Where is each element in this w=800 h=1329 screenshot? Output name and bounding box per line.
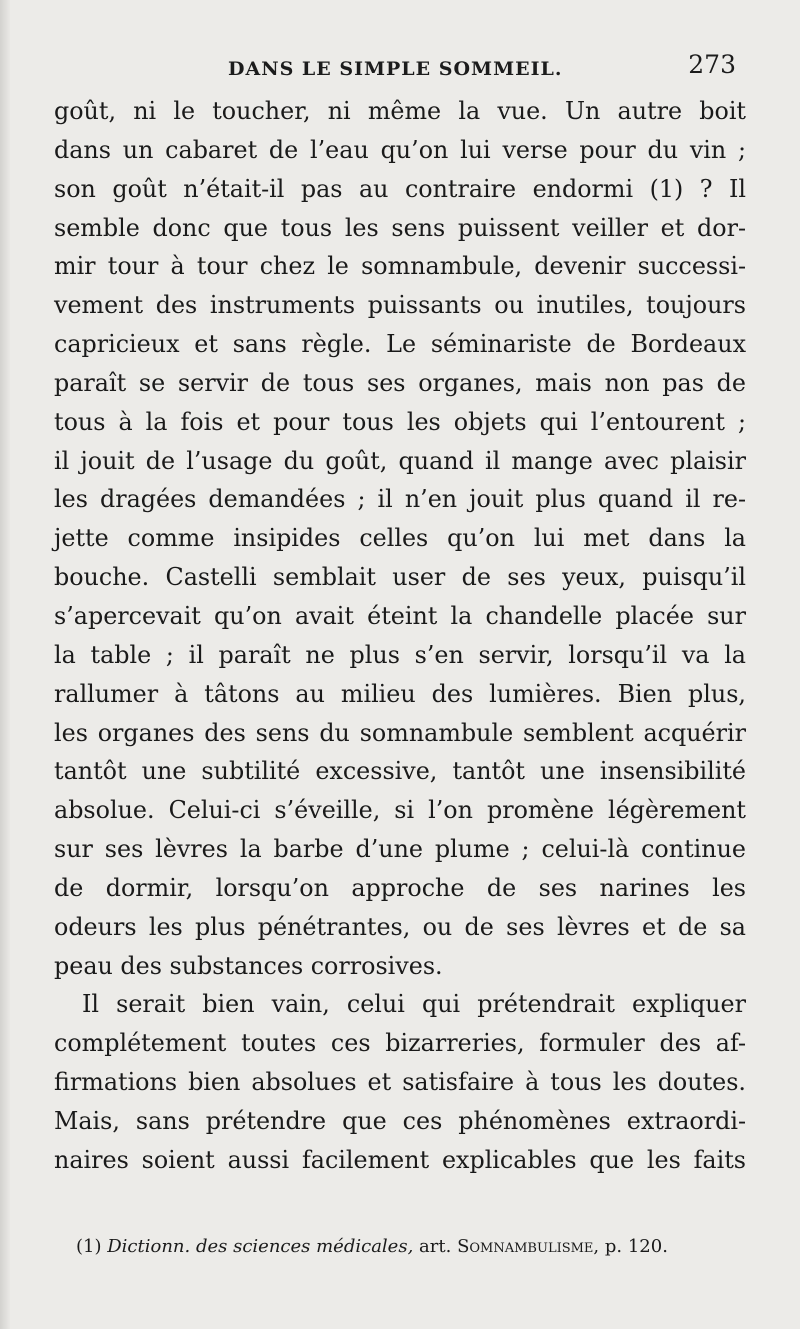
- running-title: DANS LE SIMPLE SOMMEIL.: [228, 58, 563, 80]
- footnote: [76, 1236, 668, 1257]
- text-line: de dormir, lorsqu’on approche de ses narines les: [54, 873, 746, 902]
- text-line: goût, ni le toucher, ni même la vue. Un autre boit: [54, 97, 746, 125]
- text-line: mir tour à tour chez le somnambule, devenir successi-: [54, 252, 746, 281]
- footnote-page-ref: p. 120.: [604, 1236, 668, 1257]
- text-line: complétement toutes ces bizarreries, formuler des af-: [54, 1029, 746, 1058]
- text-line: rallumer à tâtons au milieu des lumières. Bien plus,: [54, 679, 746, 708]
- text-line: les dragées demandées ; il n’en jouit plus quand il re-: [54, 485, 746, 514]
- text-line: bouche. Castelli semblait user de ses yeux, puisqu’il: [54, 563, 746, 592]
- text-line: odeurs les plus pénétrantes, ou de ses lèvres et de sa: [54, 912, 746, 941]
- footnote-article-title: Somnambulisme,: [457, 1236, 600, 1257]
- text-line: paraît se servir de tous ses organes, mais non pas de: [54, 368, 746, 397]
- text-line: il jouit de l’usage du goût, quand il mange avec plaisir: [54, 446, 746, 475]
- text-line: Mais, sans prétendre que ces phénomènes extraordi-: [54, 1106, 746, 1135]
- page-edge-shadow: [0, 0, 10, 1329]
- text-line: absolue. Celui-ci s’éveille, si l’on promène légèrement: [54, 796, 746, 825]
- text-line: vement des instruments puissants ou inutiles, toujours: [54, 291, 746, 320]
- text-line: jette comme insipides celles qu’on lui met dans la: [54, 524, 746, 553]
- text-line: tantôt une subtilité excessive, tantôt une insensibilité: [54, 757, 746, 786]
- paragraph-start-line: Il serait bien vain, celui qui prétendrait expliquer: [82, 990, 746, 1019]
- text-line: s’apercevait qu’on avait éteint la chandelle placée sur: [54, 601, 746, 630]
- text-line: naires soient aussi facilement explicables que les faits: [54, 1145, 746, 1174]
- text-line: les organes des sens du somnambule semblent acquérir: [54, 718, 746, 747]
- footnote-source: Dictionn. des sciences médicales,: [107, 1236, 414, 1257]
- footnote-article-prefix: art.: [419, 1236, 452, 1257]
- text-line: firmations bien absolues et satisfaire à tous les doutes.: [54, 1068, 746, 1097]
- text-line: capricieux et sans règle. Le séminariste de Bordeaux: [54, 330, 746, 359]
- text-line: semble donc que tous les sens puissent veiller et dor-: [54, 213, 746, 242]
- text-line: dans un cabaret de l’eau qu’on lui verse pour du vin ;: [54, 135, 746, 164]
- footnote-marker: (1): [76, 1236, 102, 1257]
- running-head: [54, 48, 744, 88]
- text-line: la table ; il paraît ne plus s’en servir, lorsqu’il va la: [54, 640, 746, 669]
- text-line: sur ses lèvres la barbe d’une plume ; celui-là continue: [54, 835, 746, 864]
- page-number: 273: [688, 50, 736, 79]
- paragraph-end-line: peau des substances corrosives.: [54, 951, 443, 980]
- body-text: [54, 92, 746, 1180]
- text-line: son goût n’était-il pas au contraire endormi (1) ? Il: [54, 174, 746, 203]
- text-line: tous à la fois et pour tous les objets qui l’entourent ;: [54, 407, 746, 436]
